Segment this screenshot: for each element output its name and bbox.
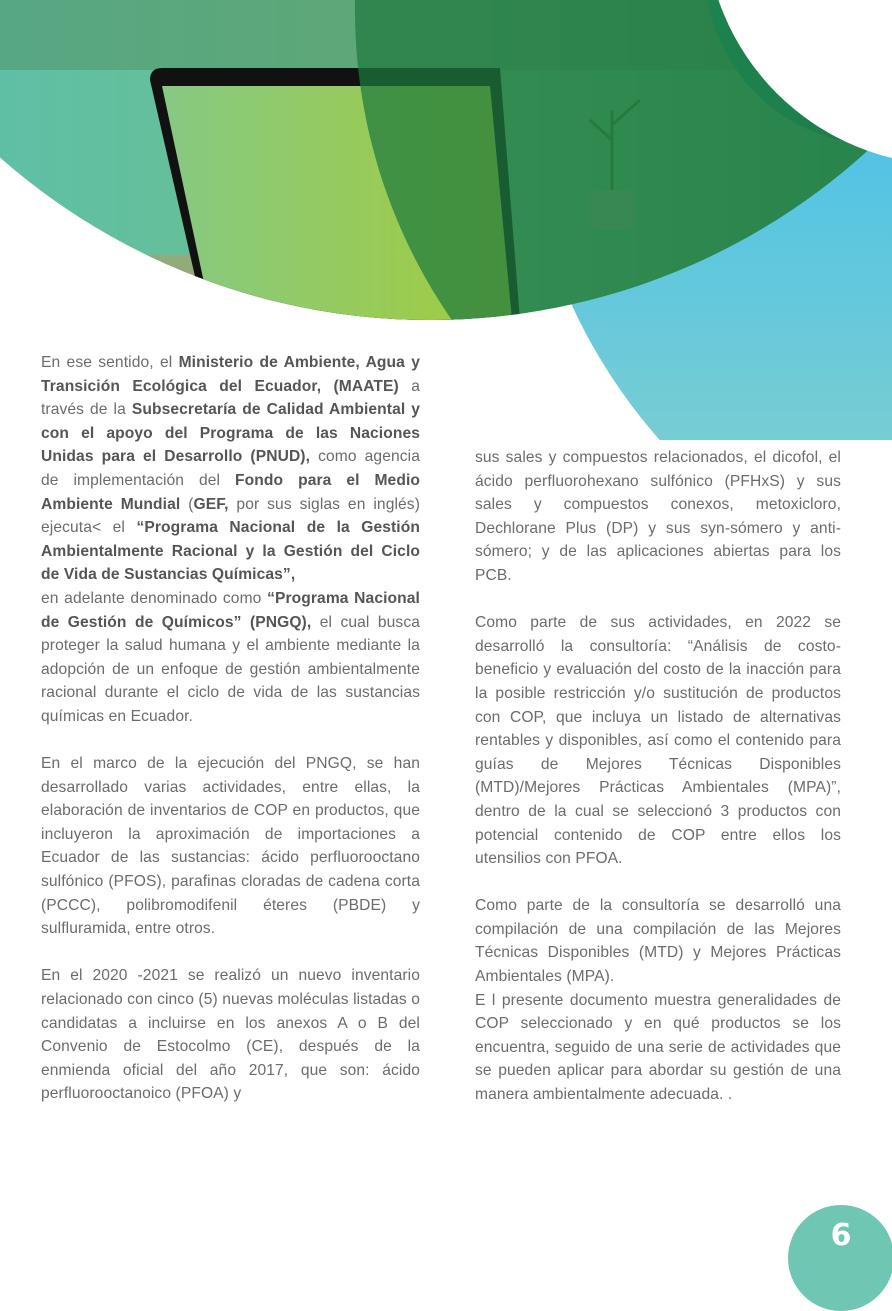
intro-paragraph: En ese sentido, el Ministerio de Ambiente, Agua y Transición Ecológica del Ecuador, (MAATE) a través de la Subsecretaría de Calidad Ambiental y con el apoyo del Programa de las Naciones Unidas para el Desarrollo (PNUD), como agencia de implementación del Fondo para el Medio Ambiente Mundial (GEF, por sus siglas en inglés) ejecuta< el “Programa Nacional de la Gestión Ambientalmente Racional y la Gestión del Ciclo de Vida de Sustancias Químicas”, xyxy=(41,354,421,584)
document-scope-paragraph: E l presente documento muestra generalidades de COP seleccionado y en qué productos se los encuentra, seguido de una serie de actividades que se pueden aplicar para abordar su gestión de una manera ambientalmente adecuada. . xyxy=(475,991,841,1104)
ministry-name: Ministerio de Ambiente, Agua y Transición Ecológica del Ecuador, (MAATE) xyxy=(41,354,420,395)
compilation-paragraph: Como parte de la consultoría se desarrolló una compilación de una compilación de las Mejores Técnicas Disponibles (MTD) y Mejores Prácticas Ambientales (MPA). xyxy=(475,897,841,986)
program-name: “Programa Nacional de la Gestión Ambientalmente Racional y la Gestión del Ciclo de Vida de Sustancias Químicas”, xyxy=(41,519,420,584)
subsecretariat-name: Subsecretaría de Calidad Ambiental y con el apoyo del Programa de las Naciones Unidas para el Desarrollo (PNUD), xyxy=(41,401,420,466)
fund-name: Fondo para el Medio Ambiente Mundial xyxy=(41,471,421,513)
inventory-paragraph: En el marco de la ejecución del PNGQ, se han desarrollado varias actividades, entre ellas, la elaboración de inventarios de COP en productos, que incluyeron la aproximación de importaciones a Ecuador de las sustancias: ácido perfluorooctano sulfónico (PFOS), parafinas cloradas de cadena corta (PCCC), polibromodifenil éteres (PBDE) y sulfluramida, entre otros. xyxy=(41,755,420,938)
left-column xyxy=(41,351,420,1130)
gef-acronym: GEF, xyxy=(193,495,229,513)
page-number: 6 xyxy=(830,1218,852,1253)
consultancy-paragraph: Como parte de sus actividades, en 2022 se desarrolló la consultoría: “Análisis de costo-beneficio y evaluación del costo de la inacción para la posible restricción y/o sustitución de productos con COP, que incluya un listado de alternativas rentables y disponibles, así como el contenido para guías de Mejores Técnicas Disponibles (MTD)/Mejores Prácticas Ambientales (MPA)”, dentro de la cual se seleccionó 3 productos con potencial contenido de COP entre ellos los utensilios con PFOA. xyxy=(475,614,841,868)
substances-paragraph: sus sales y compuestos relacionados, el dicofol, el ácido perfluorohexano sulfónico (PFHxS) y sus sales y compuestos conexos, metoxicloro, Dechlorane Plus (DP) y sus syn-sómero y anti-sómero; y de las aplicaciones abiertas para los PCB. xyxy=(475,449,841,584)
new-inventory-paragraph: En el 2020 -2021 se realizó un nuevo inventario relacionado con cinco (5) nuevas moléculas listadas o candidatas a incluirse en los anexos A o B del Convenio de Estocolmo (CE), después de la enmienda oficial del año 2017, que son: ácido perfluorooctanoico (PFOA) y xyxy=(41,967,420,1103)
pngq-name: “Programa Nacional de Gestión de Químicos” (PNGQ), xyxy=(41,589,420,631)
right-column xyxy=(475,446,841,1130)
pngq-paragraph: en adelante denominado como “Programa Nacional de Gestión de Químicos” (PNGQ), el cual busca proteger la salud humana y el ambiente mediante la adopción de un enfoque de gestión ambientalmente racional durante el ciclo de vida de las sustancias químicas en Ecuador. xyxy=(41,589,420,725)
